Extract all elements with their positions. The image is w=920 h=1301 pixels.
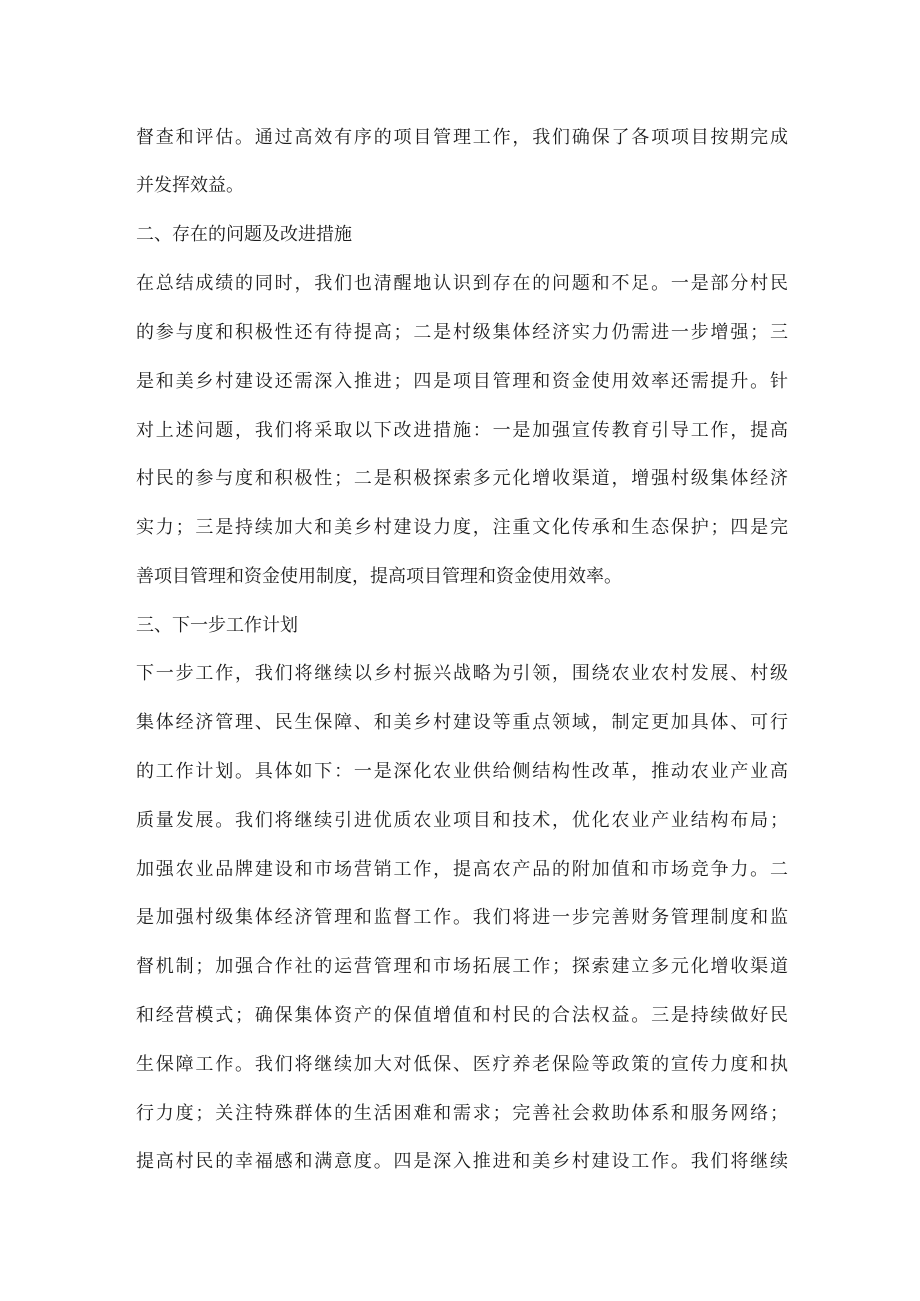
body-text-line: 的工作计划。具体如下：一是深化农业供给侧结构性改革，推动农业产业高 [136, 761, 788, 782]
section-heading: 三、下一步工作计划 [136, 615, 298, 636]
body-text-line: 的参与度和积极性还有待提高；二是村级集体经济实力仍需进一步增强；三 [136, 322, 788, 343]
body-text-line: 生保障工作。我们将继续加大对低保、医疗养老保险等政策的宣传力度和执 [136, 1054, 788, 1075]
body-text-line: 督机制；加强合作社的运营管理和市场拓展工作；探索建立多元化增收渠道 [136, 956, 788, 977]
body-text-line: 加强农业品牌建设和市场营销工作，提高农产品的附加值和市场竞争力。二 [136, 859, 788, 880]
body-text-line: 是和美乡村建设还需深入推进；四是项目管理和资金使用效率还需提升。针 [136, 371, 788, 392]
body-text-line: 下一步工作，我们将继续以乡村振兴战略为引领，围绕农业农村发展、村级 [136, 663, 788, 684]
body-text-line: 并发挥效益。 [136, 175, 244, 196]
body-text-line: 提高村民的幸福感和满意度。四是深入推进和美乡村建设工作。我们将继续 [136, 1151, 788, 1172]
section-heading: 二、存在的问题及改进措施 [136, 224, 352, 245]
body-text-line: 村民的参与度和积极性；二是积极探索多元化增收渠道，增强村级集体经济 [136, 468, 788, 489]
body-text-line: 和经营模式；确保集体资产的保值增值和村民的合法权益。三是持续做好民 [136, 1005, 788, 1026]
body-text-line: 行力度；关注特殊群体的生活困难和需求；完善社会救助体系和服务网络； [136, 1103, 788, 1124]
body-text-line: 是加强村级集体经济管理和监督工作。我们将进一步完善财务管理制度和监 [136, 907, 788, 928]
body-text-line: 质量发展。我们将继续引进优质农业项目和技术，优化农业产业结构布局； [136, 810, 788, 831]
body-text-line: 集体经济管理、民生保障、和美乡村建设等重点领域，制定更加具体、可行 [136, 712, 788, 733]
body-text-line: 善项目管理和资金使用制度，提高项目管理和资金使用效率。 [136, 566, 622, 587]
body-text-line: 在总结成绩的同时，我们也清醒地认识到存在的问题和不足。一是部分村民 [136, 273, 788, 294]
body-text-line: 实力；三是持续加大和美乡村建设力度，注重文化传承和生态保护；四是完 [136, 517, 788, 538]
body-text-line: 督查和评估。通过高效有序的项目管理工作，我们确保了各项项目按期完成 [136, 127, 788, 148]
body-text-line: 对上述问题，我们将采取以下改进措施：一是加强宣传教育引导工作，提高 [136, 420, 788, 441]
